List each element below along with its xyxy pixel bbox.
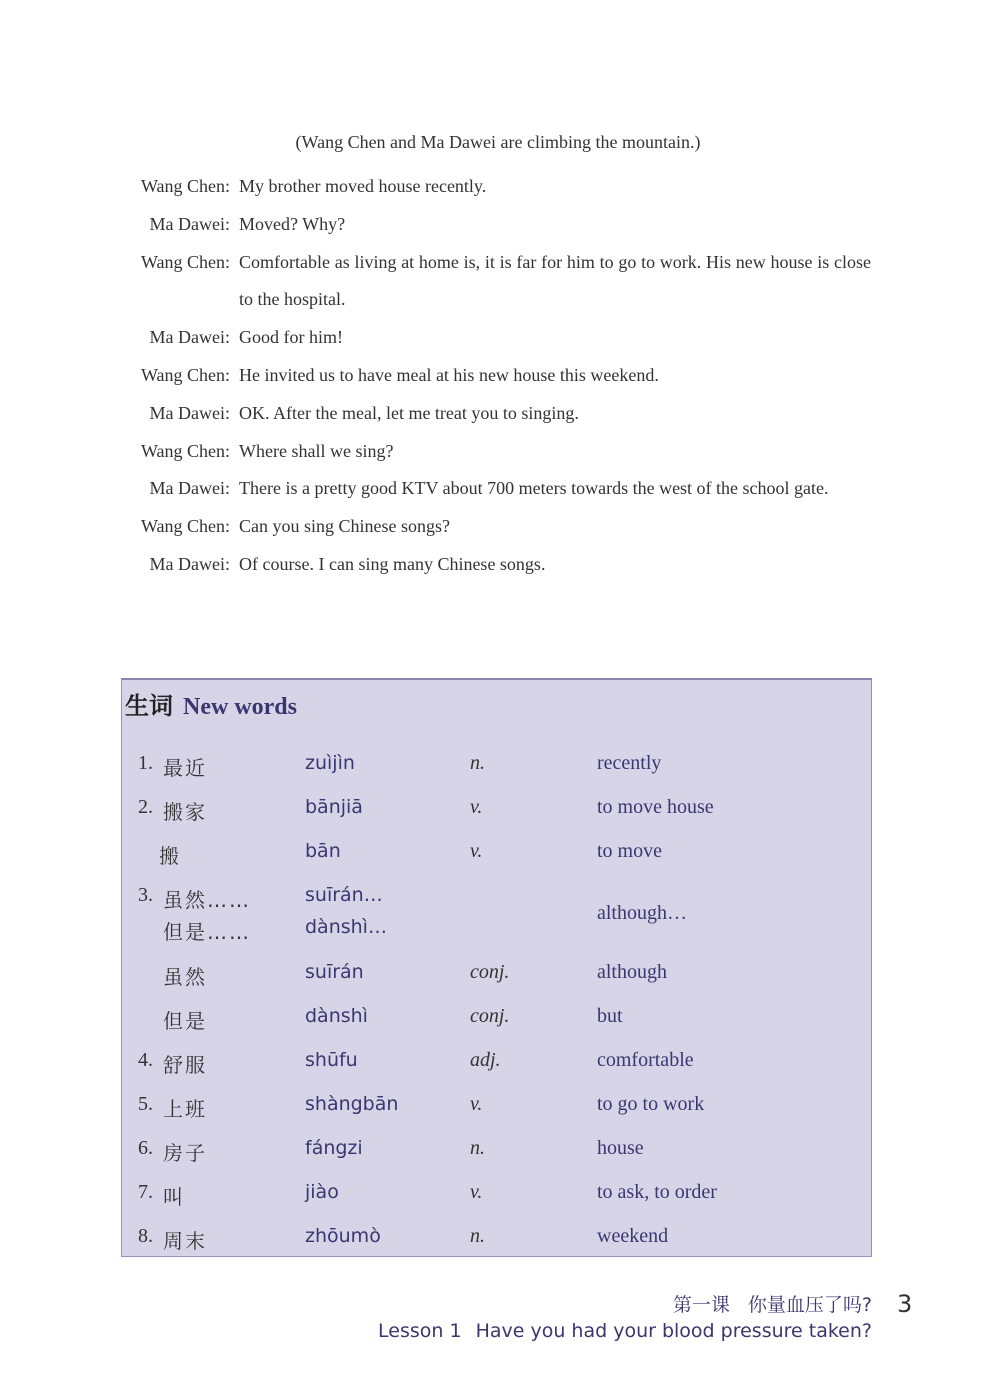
vocab-hanzi: 但是 [163, 1009, 207, 1033]
vocab-pinyin: shūfu [305, 1049, 358, 1071]
dialogue-text: He invited us to have meal at his new house this weekend. [239, 364, 659, 385]
vocab-title-en: New words [183, 694, 297, 720]
footer-lesson-number-en: Lesson 1 [378, 1320, 462, 1342]
speaker-label: Wang Chen: [140, 176, 230, 196]
vocab-pinyin: dànshì [305, 1005, 368, 1027]
dialogue-line [0, 357, 996, 395]
vocab-number: 7. [138, 1181, 153, 1203]
dialogue-line [0, 508, 996, 546]
dialogue-text: Can you sing Chinese songs? [239, 516, 450, 537]
speaker-label: Wang Chen: [140, 440, 230, 461]
footer-lesson-number-zh: 第一课 [672, 1294, 730, 1316]
dialogue [0, 168, 996, 584]
vocab-part-of-speech: conj. [470, 1005, 510, 1027]
vocab-part-of-speech: v. [470, 1093, 483, 1115]
vocab-title [125, 686, 297, 721]
vocab-meaning: to ask, to order [597, 1181, 717, 1203]
vocab-hanzi: 舒服 [163, 1053, 207, 1077]
vocab-hanzi: 房子 [163, 1141, 207, 1165]
vocab-part-of-speech: conj. [470, 961, 510, 983]
dialogue-text: Where shall we sing? [239, 440, 394, 461]
dialogue-line [0, 395, 996, 433]
footer-lesson-en [378, 1320, 872, 1342]
vocab-part-of-speech: v. [470, 796, 483, 818]
dialogue-line [0, 319, 996, 357]
speaker-label: Ma Dawei: [149, 478, 230, 499]
vocab-number: 5. [138, 1093, 153, 1115]
dialogue-text: Good for him! [239, 327, 343, 348]
vocab-part-of-speech: v. [470, 840, 483, 862]
vocab-row [122, 884, 871, 944]
vocab-pinyin: shàngbān [305, 1093, 399, 1115]
vocab-hanzi: 上班 [163, 1097, 207, 1121]
speaker-label: Wang Chen: [140, 516, 230, 537]
vocab-meaning: recently [597, 752, 662, 774]
vocab-number: 1. [138, 752, 153, 774]
speaker-label: Ma Dawei: [149, 213, 230, 234]
vocab-pinyin: zuìjìn [305, 752, 355, 774]
vocab-pinyin: zhōumò [305, 1225, 381, 1247]
dialogue-text: Moved? Why? [239, 213, 346, 234]
vocab-part-of-speech: v. [470, 1181, 483, 1203]
footer-lesson-title-en: Have you had your blood pressure taken? [475, 1320, 872, 1342]
vocab-part-of-speech: n. [470, 752, 485, 774]
dialogue-line [0, 546, 996, 584]
speaker-label: Ma Dawei: [149, 402, 230, 423]
dialogue-text: OK. After the meal, let me treat you to singing. [239, 402, 579, 423]
vocab-pinyin: suīrán [305, 961, 364, 983]
vocab-part-of-speech: adj. [470, 1049, 501, 1071]
vocab-number: 8. [138, 1225, 153, 1247]
dialogue-text: There is a pretty good KTV about 700 meters towards the west of the school gate. [239, 478, 829, 499]
dialogue-line [0, 168, 996, 206]
vocab-part-of-speech: n. [470, 1137, 485, 1159]
dialogue-line [0, 433, 996, 471]
vocab-hanzi: 虽然 [163, 965, 207, 989]
vocab-number: 2. [138, 796, 153, 818]
dialogue-text: Of course. I can sing many Chinese songs. [239, 553, 546, 574]
footer-lesson-title-zh: 你量血压了吗? [747, 1294, 872, 1316]
vocab-meaning: although… [597, 902, 687, 924]
vocab-title-zh: 生词 [125, 692, 173, 720]
vocab-hanzi: 搬家 [163, 800, 207, 824]
vocab-pinyin: bān [305, 840, 341, 862]
vocab-meaning: to move [597, 840, 662, 862]
dialogue-text: My brother moved house recently. [239, 176, 487, 196]
vocab-number: 6. [138, 1137, 153, 1159]
vocab-pinyin: jiào [305, 1181, 339, 1203]
vocab-meaning: but [597, 1005, 623, 1027]
dialogue-line [0, 206, 996, 244]
dialogue-line [0, 244, 996, 320]
vocab-meaning: comfortable [597, 1049, 694, 1071]
vocab-number: 4. [138, 1049, 153, 1071]
vocab-meaning: to go to work [597, 1093, 705, 1115]
speaker-label: Wang Chen: [140, 251, 230, 272]
vocab-meaning: to move house [597, 796, 714, 818]
vocab-hanzi: 搬 [159, 844, 181, 868]
dialogue-text: Comfortable as living at home is, it is far for him to go to work. His new house is close to the hospital. [239, 251, 871, 310]
vocab-part-of-speech: n. [470, 1225, 485, 1247]
vocab-hanzi: 最近 [163, 756, 207, 780]
vocab-meaning: weekend [597, 1225, 669, 1247]
vocab-meaning: although [597, 961, 667, 983]
vocab-hanzi: 虽然…… [163, 888, 251, 912]
footer-lesson-zh [673, 1290, 872, 1317]
vocab-pinyin-second-line: dànshì… [305, 916, 387, 938]
speaker-label: Wang Chen: [140, 364, 230, 385]
page-number: 3 [897, 1290, 913, 1318]
dialogue-line [0, 470, 996, 508]
vocab-number: 3. [138, 884, 153, 906]
vocab-hanzi: 周末 [163, 1229, 207, 1253]
stage-direction: (Wang Chen and Ma Dawei are climbing the mountain.) [295, 132, 701, 152]
vocab-hanzi-second-line: 但是…… [163, 920, 251, 944]
vocab-box [121, 678, 872, 1257]
vocab-pinyin: suīrán… [305, 884, 383, 906]
vocab-hanzi: 叫 [163, 1185, 185, 1209]
speaker-label: Ma Dawei: [149, 327, 230, 348]
vocab-pinyin: fángzi [305, 1137, 363, 1159]
speaker-label: Ma Dawei: [149, 553, 230, 574]
vocab-meaning: house [597, 1137, 644, 1159]
vocab-pinyin: bānjiā [305, 796, 363, 818]
